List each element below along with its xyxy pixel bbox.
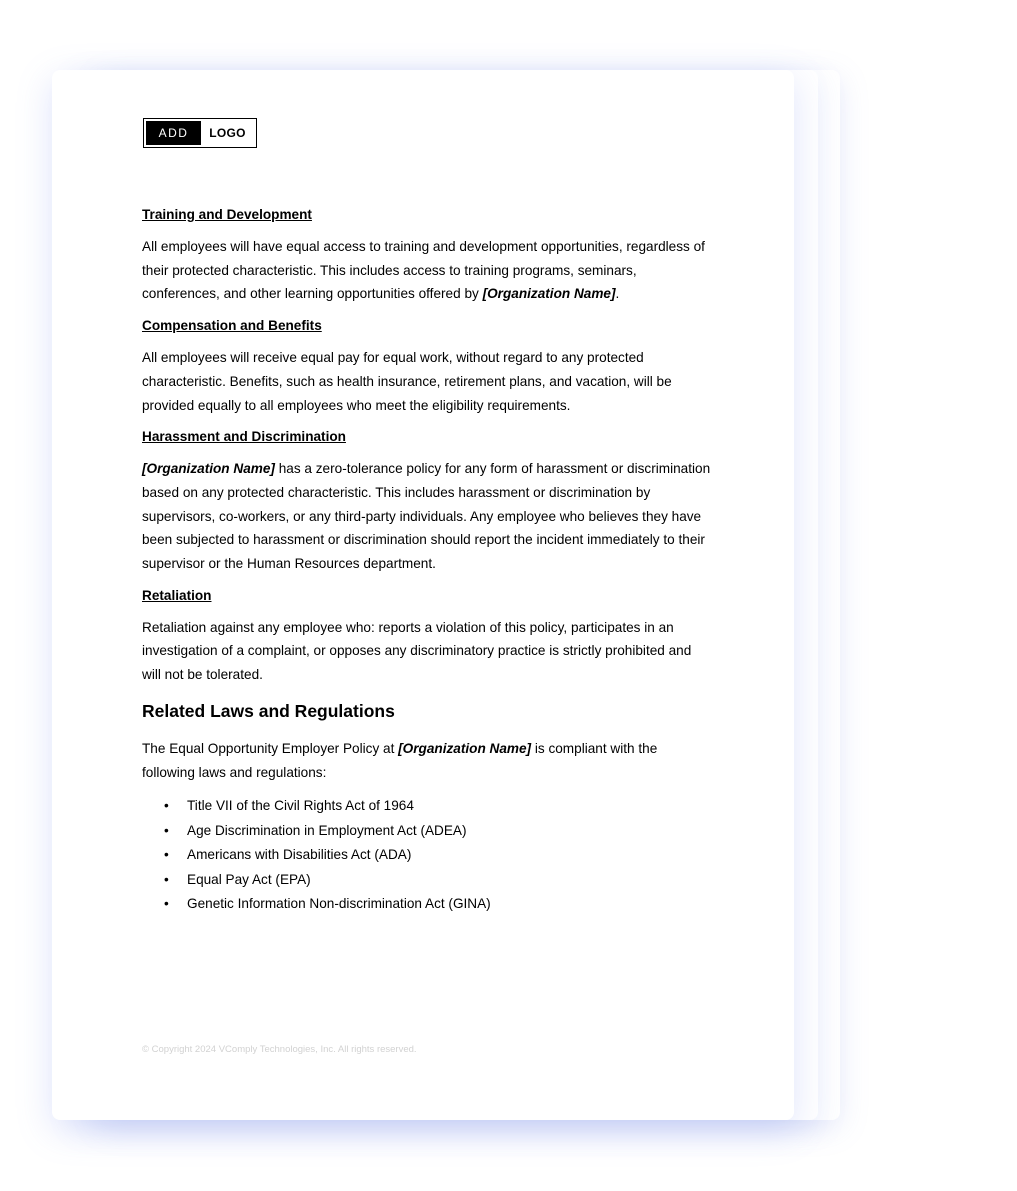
document-page [52,70,794,1120]
law-item-text: Genetic Information Non-discrimination Act (GINA) [187,896,491,912]
law-item-text: Age Discrimination in Employment Act (ADEA) [187,822,467,838]
list-item [142,819,712,844]
laws-intro-text: The Equal Opportunity Employer Policy at [142,740,399,756]
logo-right-text: LOGO [209,126,246,140]
document-content [142,205,712,917]
heading-harassment-discrimination: Harassment and Discrimination [142,429,346,445]
heading-training-development: Training and Development [142,207,312,222]
logo-placeholder [143,118,257,148]
bullet-icon: • [164,896,169,912]
paragraph-related-laws [142,737,712,784]
paragraph-retaliation: Retaliation against any employee who: reports a violation of this policy, participates in an investigation of a complaint, or opposes any discriminatory practice is strictly prohibited and will not be tolerated. [142,619,692,683]
organization-name-placeholder: [Organization Name] [398,740,532,756]
law-item-text: Equal Pay Act (EPA) [187,871,311,887]
list-item [142,794,712,819]
bullet-icon: • [164,847,169,863]
training-text: All employees will have equal access to training and development opportunities, regardless of their protected characteristic. This includes access to training programs, seminars, conferences, and other learning opportunities offered by [142,239,705,302]
harassment-text: has a zero-tolerance policy for any form of harassment or discrimination based on any protected characteristic. This includes harassment or discrimination by supervisors, co-workers, or any third-party individuals. Any employee who believes they have been subjected to harassment or discrimination should report the incident immediately to their supervisor or the Human Resources department. [142,461,711,572]
training-text-end: . [615,286,620,302]
law-item-text: Americans with Disabilities Act (ADA) [187,847,412,863]
heading-compensation-benefits: Compensation and Benefits [142,318,322,334]
bullet-icon: • [164,822,169,838]
paragraph-training-development [142,235,712,306]
heading-related-laws: Related Laws and Regulations [142,700,395,721]
paragraph-harassment-discrimination [142,457,712,576]
laws-intro-text-end: is compliant with the following laws and regulations: [142,740,658,780]
copyright-footer: © Copyright 2024 VComply Technologies, Inc. All rights reserved. [142,1044,417,1055]
bullet-icon: • [164,798,169,814]
list-item [142,843,712,868]
organization-name-placeholder: [Organization Name] [482,286,616,302]
list-item [142,892,712,917]
laws-list [142,794,712,917]
heading-retaliation: Retaliation [142,587,212,603]
logo-left-text: ADD [146,121,201,145]
bullet-icon: • [164,871,169,887]
paragraph-compensation-benefits: All employees will receive equal pay for equal work, without regard to any protected characteristic. Benefits, such as health insurance, retirement plans, and vacation, will be provided equally to all employees who meet the eligibility requirements. [142,350,672,413]
law-item-text: Title VII of the Civil Rights Act of 1964 [187,798,414,814]
organization-name-placeholder: [Organization Name] [142,461,275,477]
list-item [142,868,712,893]
